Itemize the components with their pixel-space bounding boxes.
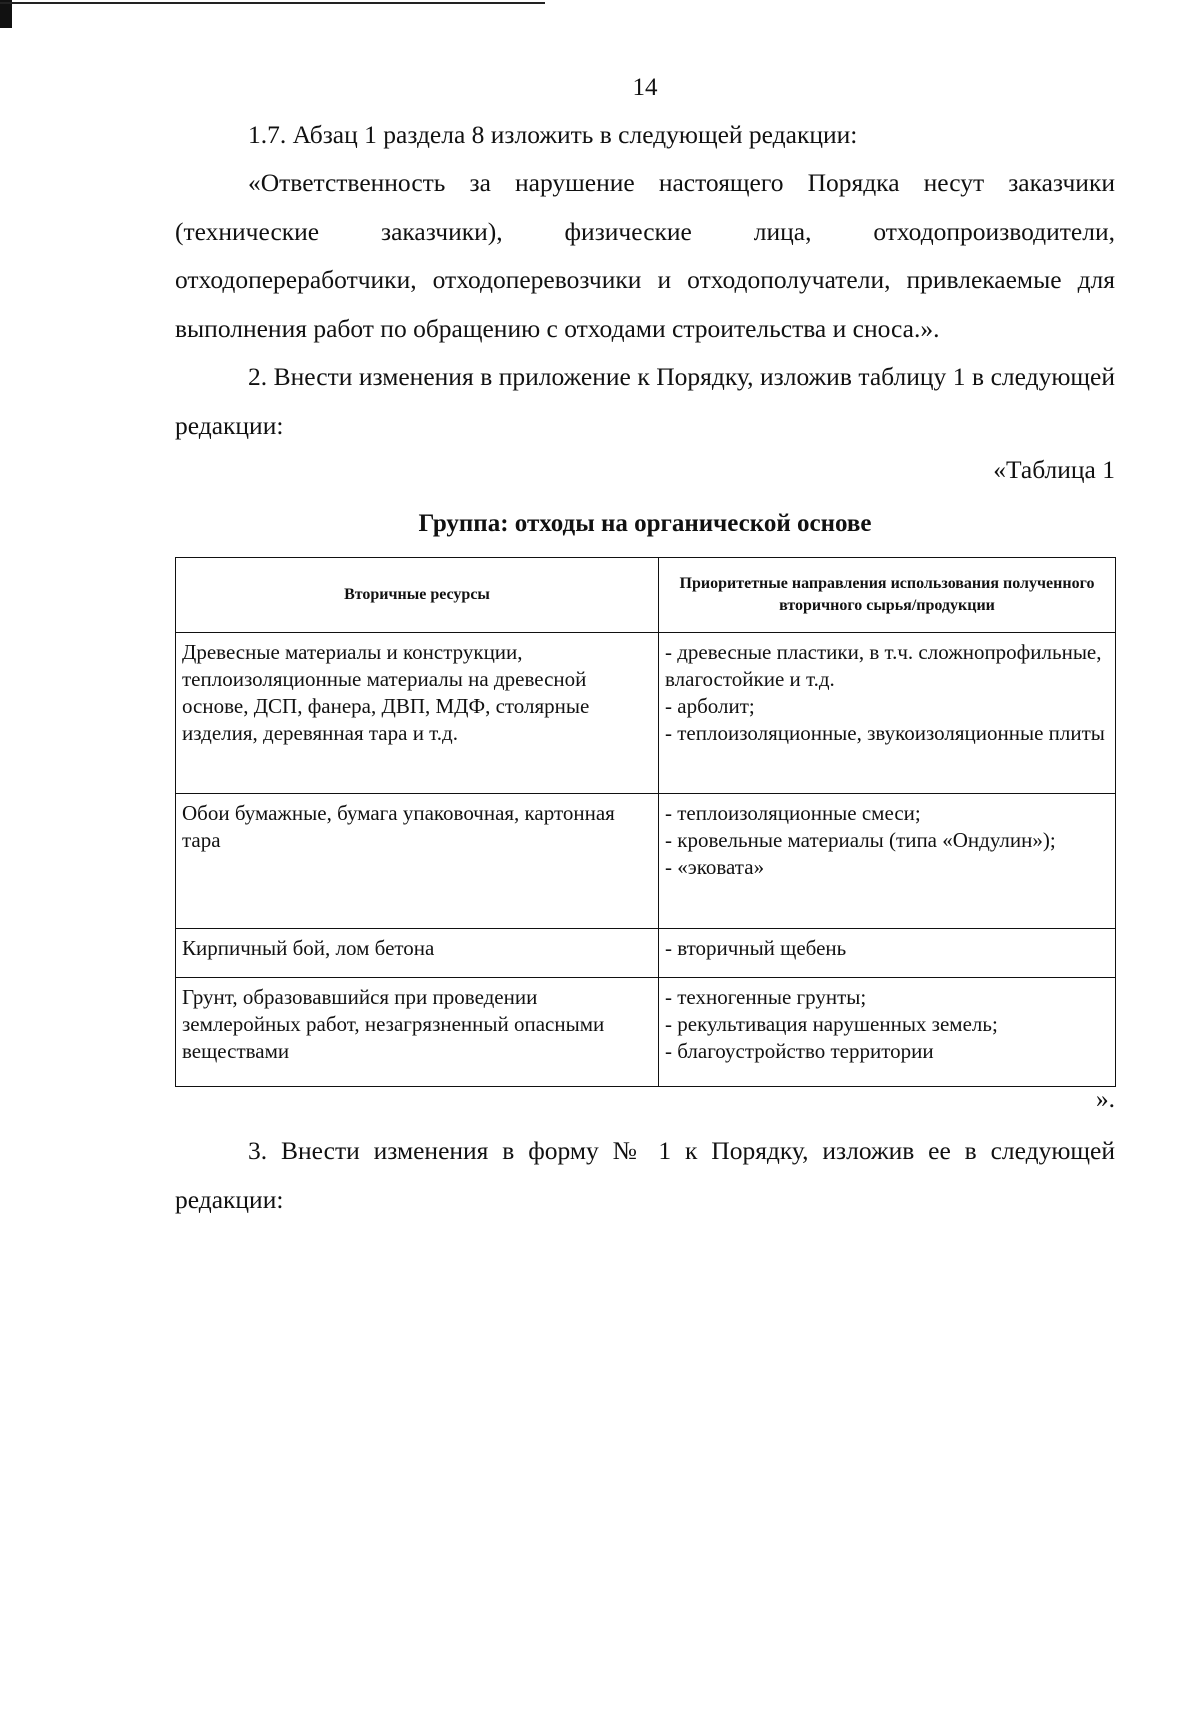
use-item: - благоустройство территории xyxy=(665,1039,934,1063)
page-number: 14 xyxy=(632,74,658,101)
table-row xyxy=(176,929,1116,978)
table-number-label: «Таблица 1 xyxy=(993,455,1115,484)
use-item: - древесные пластики, в т.ч. сложнопрофильные, влагостойкие и т.д. xyxy=(665,640,1102,691)
scan-edge-mark xyxy=(0,0,12,28)
resources-table xyxy=(175,557,1116,1087)
resource-cell: Обои бумажные, бумага упаковочная, картонная тара xyxy=(176,794,659,929)
uses-cell xyxy=(659,633,1116,794)
uses-cell xyxy=(659,794,1116,929)
uses-cell xyxy=(659,929,1116,978)
table-header-row xyxy=(176,558,1116,633)
header-priority-uses: Приоритетные направления использования полученного вторичного сырья/продукции xyxy=(659,558,1116,633)
resource-cell: Кирпичный бой, лом бетона xyxy=(176,929,659,978)
use-item: - вторичный щебень xyxy=(665,936,847,960)
resource-cell: Древесные материалы и конструкции, теплоизоляционные материалы на древесной основе, ДСП, фанера, ДВП, МДФ, столярные изделия, деревянная тара и т.д. xyxy=(176,633,659,794)
paragraph-1-7: 1.7. Абзац 1 раздела 8 изложить в следующей редакции: xyxy=(248,120,858,149)
use-item: - техногенные грунты; xyxy=(665,985,867,1009)
use-item: - рекультивация нарушенных земель; xyxy=(665,1012,998,1036)
table-closing-quote: ». xyxy=(1095,1084,1115,1113)
use-item: - кровельные материалы (типа «Ондулин»); xyxy=(665,828,1056,852)
table-row xyxy=(176,794,1116,929)
use-item: - «эковата» xyxy=(665,855,765,879)
scan-top-line xyxy=(0,2,545,4)
use-item: - теплоизоляционные, звукоизоляционные плиты xyxy=(665,721,1105,745)
table-row xyxy=(176,633,1116,794)
use-item: - теплоизоляционные смеси; xyxy=(665,801,921,825)
table-row xyxy=(176,978,1116,1087)
use-item: - арболит; xyxy=(665,694,755,718)
uses-cell xyxy=(659,978,1116,1087)
header-secondary-resources: Вторичные ресурсы xyxy=(176,558,659,633)
table-title: Группа: отходы на органической основе xyxy=(418,510,872,537)
paragraph-2: 2. Внести изменения в приложение к Порядку, изложив таблицу 1 в следующей редакции: xyxy=(175,362,1115,440)
paragraph-3: 3. Внести изменения в форму № 1 к Порядку, изложив ее в следующей редакции: xyxy=(175,1136,1115,1214)
paragraph-1-7-quote: «Ответственность за нарушение настоящего Порядка несут заказчики (технические заказчики), физические лица, отходопроизводители, отходопереработчики, отходоперевозчики и отходополучатели, привлекаемые для выполнения работ по обращению с отходами строительства и сноса.». xyxy=(175,168,1115,343)
resource-cell: Грунт, образовавшийся при проведении землеройных работ, незагрязненный опасными веществами xyxy=(176,978,659,1087)
